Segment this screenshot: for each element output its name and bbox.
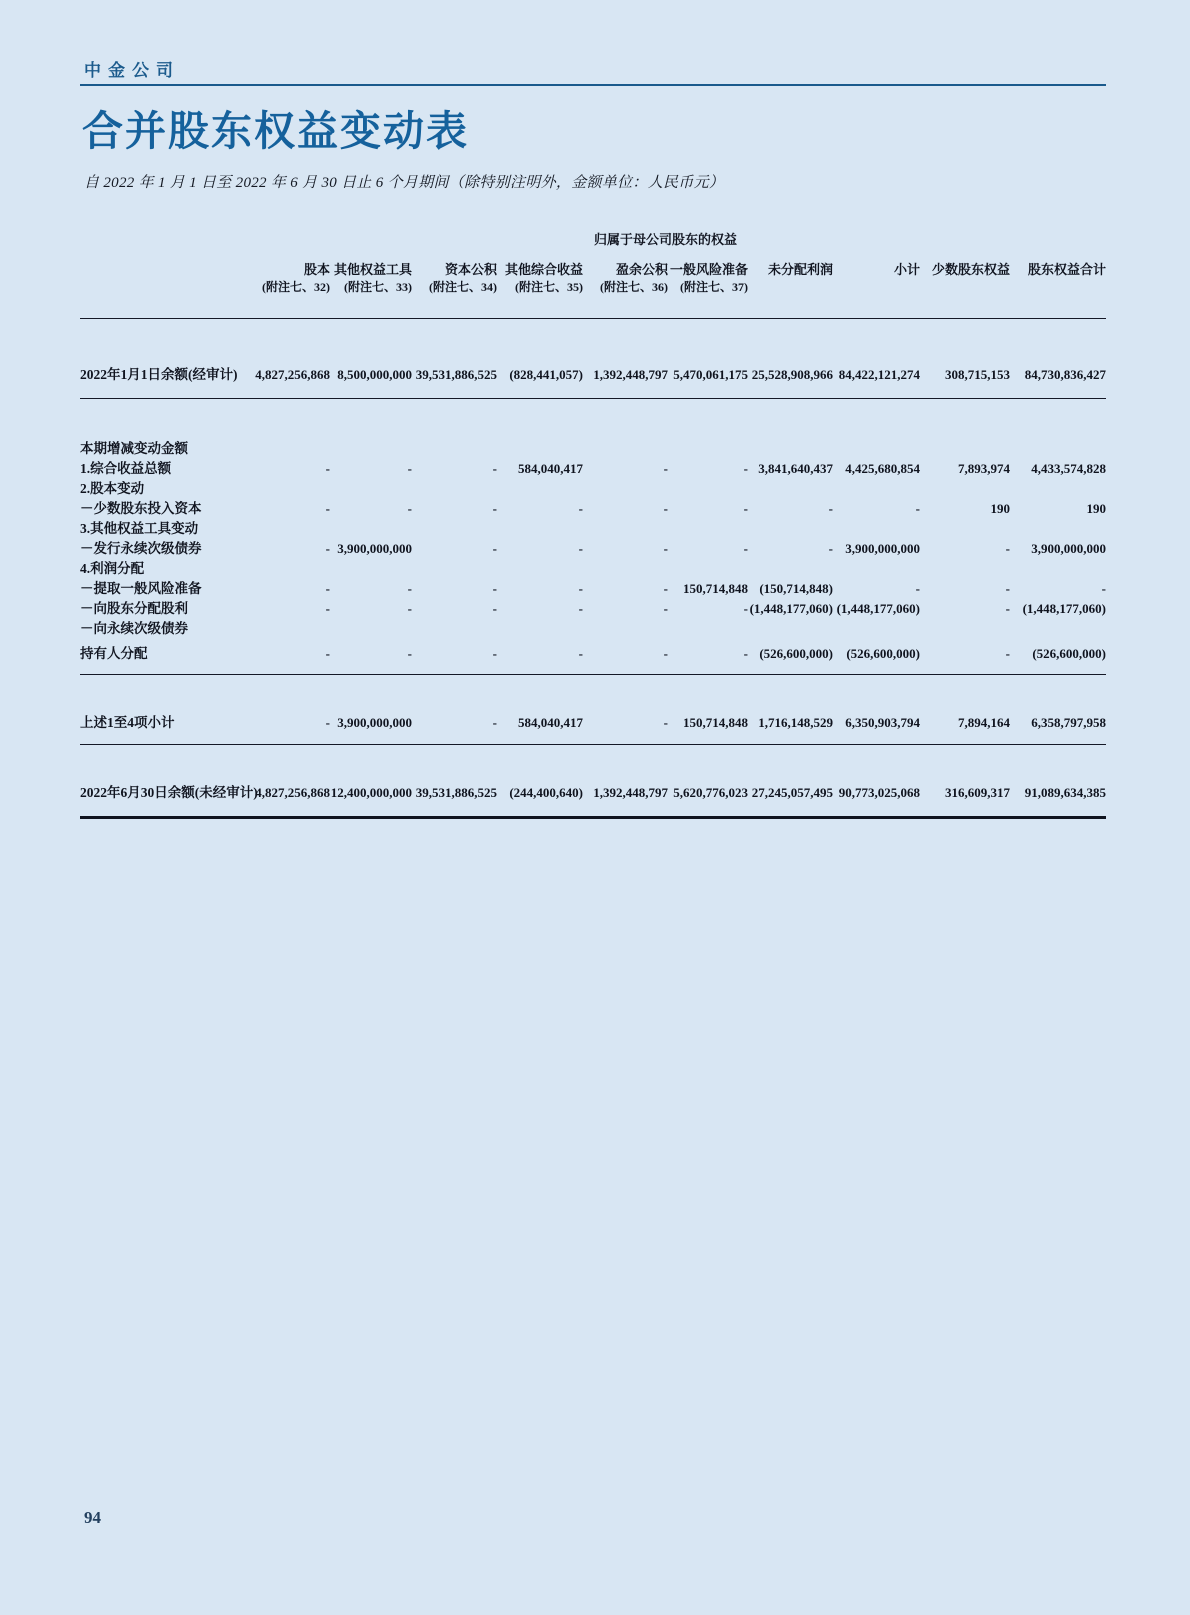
column-header: 资本公积 [444, 262, 497, 277]
cell-value: 6,358,797,958 [1010, 675, 1106, 745]
cell-value: 3,900,000,000 [845, 541, 921, 556]
cell-value: - [915, 501, 921, 516]
cell-value [330, 557, 412, 577]
cell-value [583, 399, 668, 458]
cell-value [583, 557, 668, 577]
row-label: 持有人分配 [80, 639, 250, 675]
row-label: －向永续次级债券 [80, 621, 188, 636]
column-note [920, 278, 1010, 319]
column-header: 盈余公积 [615, 262, 668, 277]
table-row-current_period_changes [80, 399, 1106, 458]
header-rule [80, 84, 1106, 86]
row-label: 2022年1月1日余额(经审计) [80, 319, 250, 399]
table-row-general_risk_reserve_appropriation [80, 577, 1106, 597]
cell-value [330, 617, 412, 639]
column-header: 未分配利润 [768, 262, 834, 277]
table-column-notes-row [80, 278, 1106, 319]
cell-value [330, 477, 412, 497]
cell-value [1010, 557, 1106, 577]
cell-value [583, 477, 668, 497]
cell-value [497, 517, 583, 537]
column-note [833, 278, 920, 319]
row-label: －提取一般风险准备 [80, 581, 202, 596]
cell-value [583, 617, 668, 639]
cell-value [920, 557, 1010, 577]
cell-value: - [497, 639, 583, 675]
brand-logo-text: 中金公司 [84, 61, 180, 80]
cell-value: - [250, 639, 330, 675]
cell-value [250, 517, 330, 537]
cell-value [668, 477, 748, 497]
cell-value: - [325, 581, 330, 596]
cell-value: - [578, 601, 583, 616]
cell-value: (526,600,000) [833, 639, 920, 675]
row-label: 4.利润分配 [80, 561, 145, 576]
row-label: －发行永续次级债券 [80, 541, 202, 556]
cell-value [833, 517, 920, 537]
cell-value: - [1101, 581, 1107, 596]
table-row-dividends_to_shareholders [80, 597, 1106, 617]
cell-value [833, 617, 920, 639]
cell-value [497, 557, 583, 577]
row-label-column-spacer [80, 248, 250, 278]
cell-value: (1,448,177,060) [836, 601, 921, 616]
cell-value: 3,900,000,000 [1031, 541, 1107, 556]
cell-value: - [915, 581, 921, 596]
cell-value: 4,425,680,854 [845, 461, 921, 476]
cell-value [497, 617, 583, 639]
cell-value: - [663, 501, 668, 516]
cell-value: - [743, 501, 749, 516]
cell-value: 8,500,000,000 [330, 319, 412, 399]
cell-value: 3,900,000,000 [337, 541, 412, 556]
table-row-closing_balance [80, 745, 1106, 818]
cell-value [1010, 517, 1106, 537]
cell-value: - [492, 601, 497, 616]
cell-value [412, 617, 497, 639]
cell-value: 3,841,640,437 [758, 461, 834, 476]
table-row-minority_capital_injection [80, 497, 1106, 517]
cell-value: 25,528,908,966 [748, 319, 833, 399]
cell-value: 308,715,153 [920, 319, 1010, 399]
column-note: (附注七、33) [330, 278, 412, 319]
column-note: (附注七、35) [497, 278, 583, 319]
cell-value: - [492, 501, 497, 516]
cell-value: 84,422,121,274 [833, 319, 920, 399]
cell-value: - [578, 541, 583, 556]
cell-value: - [412, 675, 497, 745]
column-header: 股东权益合计 [1028, 262, 1107, 277]
cell-value [748, 477, 833, 497]
cell-value: - [920, 639, 1010, 675]
cell-value: 1,392,448,797 [583, 319, 668, 399]
cell-value: - [583, 675, 668, 745]
cell-value: - [407, 501, 412, 516]
column-note: (附注七、36) [583, 278, 668, 319]
table-row-profit_distribution [80, 557, 1106, 577]
column-note [1010, 278, 1106, 319]
cell-value [1010, 399, 1106, 458]
cell-value: 6,350,903,794 [833, 675, 920, 745]
cell-value: (1,448,177,060) [1022, 601, 1107, 616]
column-header: 其他权益工具 [333, 262, 412, 277]
cell-value: 12,400,000,000 [330, 745, 412, 818]
table-row-share_capital_changes [80, 477, 1106, 497]
cell-value [748, 517, 833, 537]
cell-value: - [1005, 601, 1011, 616]
cell-value: 4,827,256,868 [250, 319, 330, 399]
cell-value [412, 517, 497, 537]
cell-value: - [1005, 581, 1011, 596]
cell-value: - [828, 541, 834, 556]
column-note [748, 278, 833, 319]
cell-value: (526,600,000) [1010, 639, 1106, 675]
cell-value: - [743, 601, 749, 616]
cell-value: 5,620,776,023 [668, 745, 748, 818]
column-header: 其他综合收益 [504, 262, 583, 277]
table-row-opening_balance [80, 319, 1106, 399]
cell-value: 4,827,256,868 [250, 745, 330, 818]
cell-value: - [743, 541, 749, 556]
row-label: 2022年6月30日余额(未经审计) [80, 745, 250, 818]
cell-value [920, 477, 1010, 497]
page-title: 合并股东权益变动表 [82, 108, 469, 154]
cell-value [250, 557, 330, 577]
table-column-header-row [80, 248, 1106, 278]
statement-period-note: 自 2022 年 1 月 1 日至 2022 年 6 月 30 日止 6 个月期间（除特别注明外，金额单位：人民币元） [84, 175, 725, 191]
cell-value [668, 399, 748, 458]
group-header-spacer [748, 222, 1106, 248]
cell-value: 1,392,448,797 [583, 745, 668, 818]
cell-value: - [407, 601, 412, 616]
cell-value: 39,531,886,525 [412, 319, 497, 399]
column-header: 一般风险准备 [670, 262, 749, 277]
cell-value: 7,894,164 [920, 675, 1010, 745]
cell-value: - [492, 541, 497, 556]
cell-value: - [743, 461, 749, 476]
cell-value: - [663, 461, 668, 476]
cell-value [250, 477, 330, 497]
cell-value: - [325, 501, 330, 516]
cell-value: - [407, 461, 412, 476]
cell-value: 190 [1086, 501, 1107, 516]
column-header: 小计 [894, 262, 921, 277]
group-header-spacer [80, 222, 583, 248]
cell-value: - [325, 541, 330, 556]
cell-value: - [578, 501, 583, 516]
row-label: 3.其他权益工具变动 [80, 521, 199, 536]
cell-value [920, 617, 1010, 639]
table-row-perpetual_bond_holders_line1 [80, 617, 1106, 639]
cell-value: - [492, 461, 497, 476]
cell-value [412, 477, 497, 497]
row-label: 2.股本变动 [80, 481, 145, 496]
cell-value: 316,609,317 [920, 745, 1010, 818]
table-row-total_comprehensive_income [80, 457, 1106, 477]
cell-value: 7,893,974 [958, 461, 1011, 476]
cell-value: (526,600,000) [748, 639, 833, 675]
column-header: 少数股东权益 [932, 262, 1011, 277]
table-row-subtotal_items_1_to_4 [80, 675, 1106, 745]
table-group-header-row [80, 222, 1106, 248]
cell-value: - [663, 541, 668, 556]
cell-value: - [412, 639, 497, 675]
cell-value: 584,040,417 [518, 461, 583, 476]
cell-value [497, 399, 583, 458]
column-note: (附注七、37) [668, 278, 748, 319]
row-label: 1.综合收益总额 [80, 461, 172, 476]
cell-value: 150,714,848 [668, 675, 748, 745]
row-label: 上述1至4项小计 [80, 675, 250, 745]
cell-value: - [663, 581, 668, 596]
cell-value: - [668, 639, 748, 675]
cell-value [668, 517, 748, 537]
cell-value: - [578, 581, 583, 596]
table-row-perpetual_bond_holders_line2 [80, 639, 1106, 675]
cell-value: 5,470,061,175 [668, 319, 748, 399]
cell-value [330, 399, 412, 458]
cell-value: (828,441,057) [497, 319, 583, 399]
cell-value [920, 517, 1010, 537]
row-label-column-spacer [80, 278, 250, 319]
cell-value: 27,245,057,495 [748, 745, 833, 818]
column-note: (附注七、32) [250, 278, 330, 319]
cell-value: (150,714,848) [759, 581, 834, 596]
row-label: 本期增减变动金额 [80, 441, 188, 456]
cell-value: 84,730,836,427 [1010, 319, 1106, 399]
row-label: －向股东分配股利 [80, 601, 188, 616]
cell-value [833, 477, 920, 497]
cell-value [412, 557, 497, 577]
cell-value [497, 477, 583, 497]
cell-value [412, 399, 497, 458]
cell-value: - [663, 601, 668, 616]
cell-value: - [828, 501, 834, 516]
table-row-other_equity_instrument_changes [80, 517, 1106, 537]
cell-value [920, 399, 1010, 458]
cell-value: - [325, 461, 330, 476]
cell-value [1010, 617, 1106, 639]
cell-value [748, 617, 833, 639]
cell-value [1010, 477, 1106, 497]
cell-value: 150,714,848 [683, 581, 749, 596]
row-label: －少数股东投入资本 [80, 501, 202, 516]
cell-value [250, 399, 330, 458]
cell-value: (1,448,177,060) [749, 601, 834, 616]
table-row-perpetual_bond_issuance [80, 537, 1106, 557]
cell-value: 190 [990, 501, 1011, 516]
group-header-parent-equity: 归属于母公司股东的权益 [594, 232, 738, 247]
cell-value: - [1005, 541, 1011, 556]
equity-changes-table [80, 222, 1106, 819]
cell-value: 91,089,634,385 [1010, 745, 1106, 818]
cell-value: 90,773,025,068 [833, 745, 920, 818]
cell-value: 39,531,886,525 [412, 745, 497, 818]
cell-value [330, 517, 412, 537]
cell-value: - [325, 601, 330, 616]
cell-value [833, 557, 920, 577]
cell-value [250, 617, 330, 639]
cell-value [583, 517, 668, 537]
cell-value: 3,900,000,000 [330, 675, 412, 745]
column-header: 股本 [303, 262, 330, 277]
cell-value: 584,040,417 [497, 675, 583, 745]
cell-value [748, 557, 833, 577]
cell-value [668, 617, 748, 639]
cell-value: - [250, 675, 330, 745]
page-number: 94 [84, 1508, 101, 1527]
cell-value [748, 399, 833, 458]
cell-value: 4,433,574,828 [1031, 461, 1107, 476]
cell-value: - [583, 639, 668, 675]
cell-value: - [407, 581, 412, 596]
cell-value [833, 399, 920, 458]
column-note: (附注七、34) [412, 278, 497, 319]
cell-value: - [330, 639, 412, 675]
cell-value: (244,400,640) [497, 745, 583, 818]
cell-value: 1,716,148,529 [748, 675, 833, 745]
cell-value [668, 557, 748, 577]
cell-value: - [492, 581, 497, 596]
